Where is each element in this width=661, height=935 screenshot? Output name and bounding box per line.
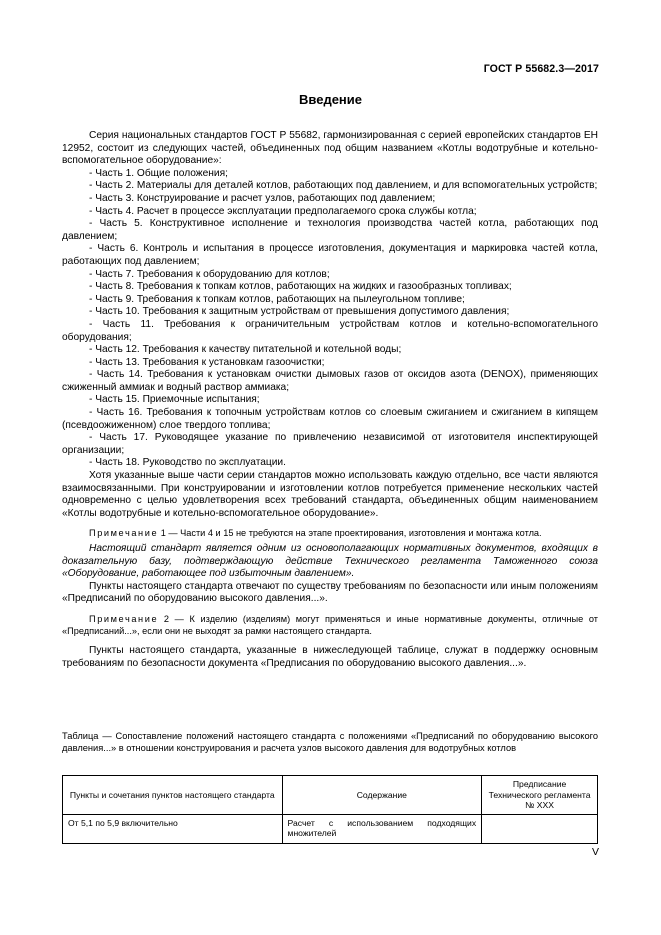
- list-item: - Часть 18. Руководство по эксплуатации.: [89, 457, 286, 469]
- note-1: [62, 528, 598, 540]
- intro-paragraph: Серия национальных стандартов ГОСТ Р 55682, гармонизированная с серией европейских стандартов ЕН 12952, состоит из следующих частей, объединенных под общим названием «Котлы водотрубные и котельно-вспомогательное оборудование»:: [62, 130, 598, 167]
- list-item: - Часть 12. Требования к качеству питательной и котельной воды;: [89, 344, 402, 356]
- note-text: 1 — Части 4 и 15 не требуются на этапе проектирования, изготовления и монтажа котла.: [158, 528, 542, 539]
- table-cell: [482, 814, 598, 843]
- table-header-row: [63, 776, 598, 815]
- column-header: Предписание Технического регламента № XXX: [482, 776, 598, 815]
- interrelated-paragraph: Хотя указанные выше части серии стандартов можно использовать каждую отдельно, все части являются взаимосвязанными. При конструировании и изготовлении котлов потребуется применение нескольких частей одновременно с целью удовлетворения всех требований стандарта, объединенных общим наименованием «Котлы водотрубные и котельно-вспомогательное оборудование».: [62, 470, 598, 519]
- table-cell: От 5,1 по 5,9 включительно: [63, 814, 283, 843]
- note-label: Примечание: [89, 613, 159, 624]
- table-row: [63, 814, 598, 843]
- list-item: - Часть 3. Конструирование и расчет узлов, работающих под давлением;: [89, 192, 436, 204]
- comparison-table: [62, 775, 598, 844]
- table-cell: Расчет с использованием подходящих множителей: [282, 814, 482, 843]
- list-item: - Часть 14. Требования к установкам очистки дымовых газов от оксидов азота (DENOX), применяющих сжиженный аммиак и водный раствор аммиака;: [62, 369, 598, 393]
- introduction-body: [62, 130, 598, 670]
- note-label: Примечание: [89, 528, 159, 539]
- list-item: - Часть 16. Требования к топочным устройствам котлов со слоевым сжиганием и сжиганием в кипящем (псевдоожиженном) слое твердого топлива;: [62, 407, 598, 431]
- list-item: - Часть 13. Требования к установкам газоочистки;: [89, 356, 325, 368]
- list-item: - Часть 4. Расчет в процессе эксплуатации предполагаемого срока службы котла;: [89, 205, 477, 217]
- list-item: - Часть 6. Контроль и испытания в процессе изготовления, документация и маркировка частей котла, работающих под давлением;: [62, 243, 598, 267]
- section-title: Введение: [299, 92, 362, 107]
- list-item: - Часть 10. Требования к защитным устройствам от превышения допустимого давления;: [89, 306, 510, 318]
- note-2: [62, 614, 598, 637]
- list-item: - Часть 15. Приемочные испытания;: [89, 394, 260, 406]
- list-item: - Часть 9. Требования к топкам котлов, работающих на пылеугольном топливе;: [89, 293, 465, 305]
- basis-paragraph: Настоящий стандарт является одним из основополагающих нормативных документов, входящих в доказательную базу, подтверждающую действие Технического регламента Таможенного союза «Оборудование, работающее под избыточным давлением».: [62, 543, 598, 580]
- column-header: Содержание: [282, 776, 482, 815]
- table-caption: Таблица — Сопоставление положений настоящего стандарта с положениями «Предписаний по оборудованию высокого давления...» в отношении конструирования и расчета узлов высокого давления для водотрубных котлов: [62, 731, 598, 753]
- list-item: - Часть 17. Руководящее указание по привлечению независимой от изготовителя инспектирующей организации;: [62, 432, 598, 456]
- column-header: Пункты и сочетания пунктов настоящего стандарта: [63, 776, 283, 815]
- list-item: - Часть 11. Требования к ограничительным устройствам котлов и котельно-вспомогательного оборудования;: [62, 318, 598, 343]
- list-item: - Часть 1. Общие положения;: [89, 167, 228, 179]
- correspond-paragraph: Пункты настоящего стандарта отвечают по существу требованиям по безопасности или иным положениям «Предписаний по оборудованию высокого давления...».: [62, 580, 598, 605]
- list-item: - Часть 7. Требования к оборудованию для котлов;: [89, 268, 330, 280]
- note-text: 2 — К изделию (изделиям) могут применяться и иные нормативные документы, отличные от «Предписаний...», если они не выходят за рамки настоящего стандарта.: [62, 613, 598, 636]
- list-item: - Часть 5. Конструктивное исполнение и технология производства частей котла, работающих под давлением;: [62, 218, 598, 242]
- document-code: ГОСТ Р 55682.3—2017: [483, 63, 599, 75]
- list-item: - Часть 8. Требования к топкам котлов, работающих на жидких и газообразных топливах;: [89, 281, 512, 293]
- support-paragraph: Пункты настоящего стандарта, указанные в нижеследующей таблице, служат в поддержку основным требованиям по безопасности документа «Предписания по оборудованию высокого давления...».: [62, 645, 598, 669]
- page-number: V: [591, 846, 599, 858]
- parts-list: [62, 168, 598, 470]
- list-item: - Часть 2. Материалы для деталей котлов, работающих под давлением, и для вспомогательных устройств;: [89, 180, 598, 192]
